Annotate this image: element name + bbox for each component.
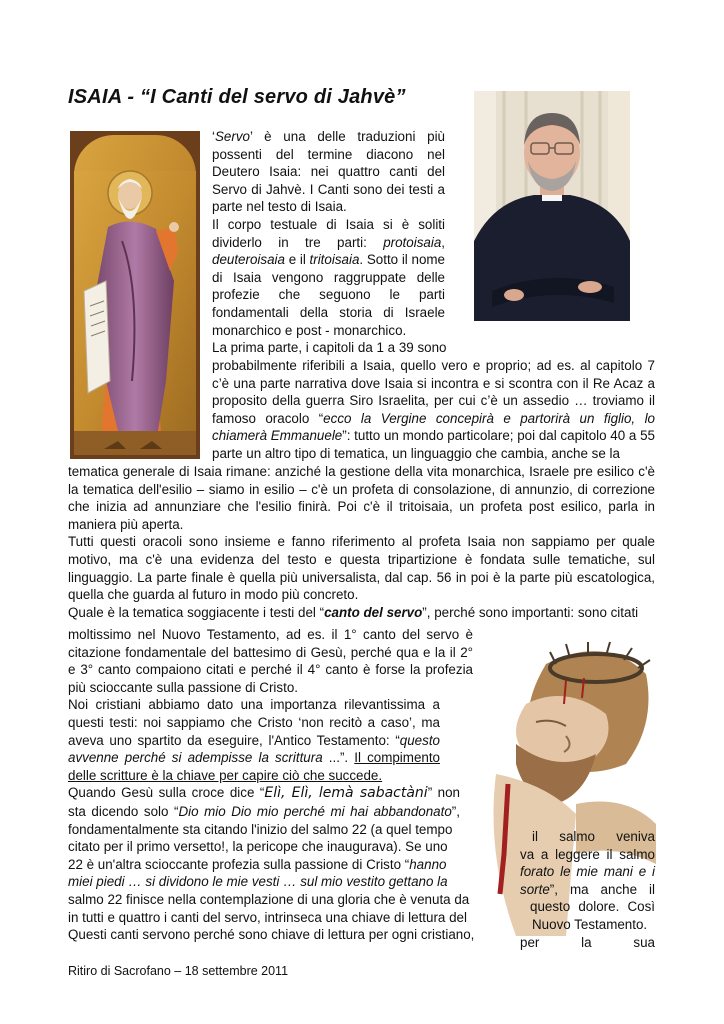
- lower-text: [68, 626, 508, 944]
- paragraph-croce: [68, 784, 460, 838]
- text-emphasis: hanno: [409, 856, 447, 872]
- text-emphasis: questo avvenne perché si adempisse la scrittura: [68, 732, 440, 766]
- right-line-1: il salmo veniva: [532, 829, 655, 844]
- text-emphasis: Dio mio Dio mio perché mi hai abbandonato: [178, 803, 452, 819]
- text-run: Noi cristiani abbiamo dato una importanza rilevantissima a questi testi: noi sappiamo che Cristo ‘non recitò a caso’, ma aveva uno spartito da eseguire, l'Antico Testamento: “: [68, 697, 440, 748]
- text-run: e il: [284, 252, 310, 268]
- priest-portrait-image: [474, 91, 630, 321]
- text-emphasis: protoisaia: [383, 234, 442, 250]
- right-line-4: [520, 881, 655, 899]
- text-emphasis: Servo: [214, 129, 250, 144]
- text-run: Quale è la tematica soggiacente i testi del “: [68, 604, 325, 620]
- text-emphasis: forato le mie mani e i: [520, 864, 655, 880]
- text-run: ”: tutto un mondo particolare; poi dal capitolo 40 a 55 parte un altro tipo di tematica, un linguaggio che cambia, anche se la: [212, 428, 655, 461]
- text-run: ‘: [212, 129, 215, 144]
- page-title: ISAIA - “I Canti del servo di Jahvè”: [68, 86, 406, 108]
- text-underlined: Il compimento delle scritture è la chiave per capire ciò che succede.: [68, 750, 441, 783]
- text-emphasis: deuteroisaia: [212, 252, 285, 268]
- intro-column: [212, 128, 445, 357]
- text-run: probabilmente riferibili a Isaia, quello vero e proprio; ad es. al capitolo 7 c’è una parte narrativa dove Isaia si incontra e si scontra con il Re Acaz a proposito della guerra Siro Israelita, per cui c’è un assedio … troviamo il famoso oracolo “: [212, 358, 655, 426]
- priest-portrait-icon: [474, 91, 630, 321]
- right-line-7: per la sua: [520, 934, 655, 950]
- paragraph-prima-parte: [212, 357, 655, 463]
- paragraph-tematica: tematica generale di Isaia rimane: anziché la gestione della vita monarchica, Israele pre esilico c'è la tematica dell'esilio – siamo in esilio – c'è un profeta di consolazione, di annunzio, di correzione che inizia ad annunziare che l'esilio finirà. Poi c'è il tritoisaia, un profeta post esilico, parla in maniera più aperta.: [68, 464, 655, 532]
- prima-parte-continuation: [212, 357, 655, 463]
- right-line-5: questo dolore. Così: [530, 899, 655, 915]
- text-emphasis: tritoisaia: [309, 252, 360, 268]
- line-citato: citato per il primo versetto!, la pericope che inaugurava). Se uno: [68, 839, 448, 855]
- text-emphasis: miei piedi … si dividono le mie vesti … sul mio vestito gettano la: [68, 874, 448, 890]
- line-chiave: Questi canti servono perché sono chiave di lettura per ogni cristiano,: [68, 927, 475, 943]
- right-line-3: [520, 863, 655, 881]
- line-gloria: salmo 22 finisce nella contemplazione di una gloria che è venuta da: [68, 891, 470, 907]
- text-run: 22 è un'altra scioccante profezia sulla passione di Cristo “: [68, 856, 410, 872]
- line-canti: in tutti e quattro i canti del servo, intrinseca una chiave di lettura del: [68, 909, 467, 925]
- text-run: Il corpo testuale di Isaia si è soliti dividerlo in tre parti:: [212, 216, 445, 250]
- prophet-isaiah-icon: [70, 131, 200, 459]
- right-line-6: Nuovo Testamento.: [532, 916, 648, 932]
- paragraph-nuovo-testamento: moltissimo nel Nuovo Testamento, ad es. il 1° canto del servo è citazione fondamentale del battesimo di Gesù, perché qua e la il 2° e 3° canto compaiono citati e perché il 4° canto è forse la profezia più scioccante sulla passione di Cristo.: [68, 627, 473, 695]
- text-emphasis: canto del servo: [324, 604, 423, 620]
- text-quote: Elì, Elì, lemà sabactàni: [264, 785, 428, 802]
- text-run: ”, ma anche il: [549, 881, 655, 897]
- text-emphasis: sorte: [520, 881, 550, 897]
- text-run: ...”.: [322, 750, 355, 766]
- text-run: . Sotto il nome di Isaia vengono raggruppate delle profezie che seguono le parti fondamentali della storia di Israele monarchico e post - monarchico.: [212, 252, 446, 338]
- text-emphasis: ecco la Vergine concepirà e partorirà un figlio, lo chiamerà Emmanuele: [212, 410, 655, 444]
- paragraph-prima-parte-start: La prima parte, i capitoli da 1 a 39 sono: [212, 340, 447, 356]
- paragraph-servo: [212, 128, 445, 216]
- text-run: ”, perché sono importanti: sono citati: [422, 604, 639, 620]
- paragraph-tripartizione: [212, 216, 445, 339]
- paragraph-canto-start: [68, 604, 655, 622]
- text-run: ,: [441, 234, 445, 250]
- text-run: ’ è una delle traduzioni più possenti del termine diacono nel Deutero Isaia: nei quattro canti del Servo di Jahvè. I Canti sono dei testi a parte nel testo di Isaia.: [212, 129, 445, 215]
- paragraph-cristiani: [68, 696, 440, 784]
- line-scioccante: [68, 856, 508, 874]
- text-run: Quando Gesù sulla croce dice “: [68, 785, 265, 801]
- right-line-2: va a leggere il salmo: [520, 846, 655, 862]
- paragraph-oracoli: Tutti questi oracoli sono insieme e fanno riferimento al profeta Isaia non sappiamo per quale motivo, ma c'è una evidenza del testo e questa tripartizione è fondata sulle tematiche, sul linguaggio. La parte finale è quella più universalista, dal cap. 56 in poi è la parte più escatologica, quella che guarda al futuro in modo più concreto.: [68, 534, 655, 603]
- line-piedi: [68, 873, 508, 891]
- page-footer: Ritiro di Sacrofano – 18 settembre 2011: [68, 964, 289, 978]
- full-width-text: [68, 463, 655, 621]
- text-run: ” non sta dicendo solo “: [68, 785, 460, 819]
- text-run: ”, fondamentalmente sta citando l'inizio del salmo 22 (a quel tempo: [68, 803, 460, 837]
- prophet-isaiah-image: [70, 131, 200, 459]
- right-column-fragments: [520, 828, 655, 951]
